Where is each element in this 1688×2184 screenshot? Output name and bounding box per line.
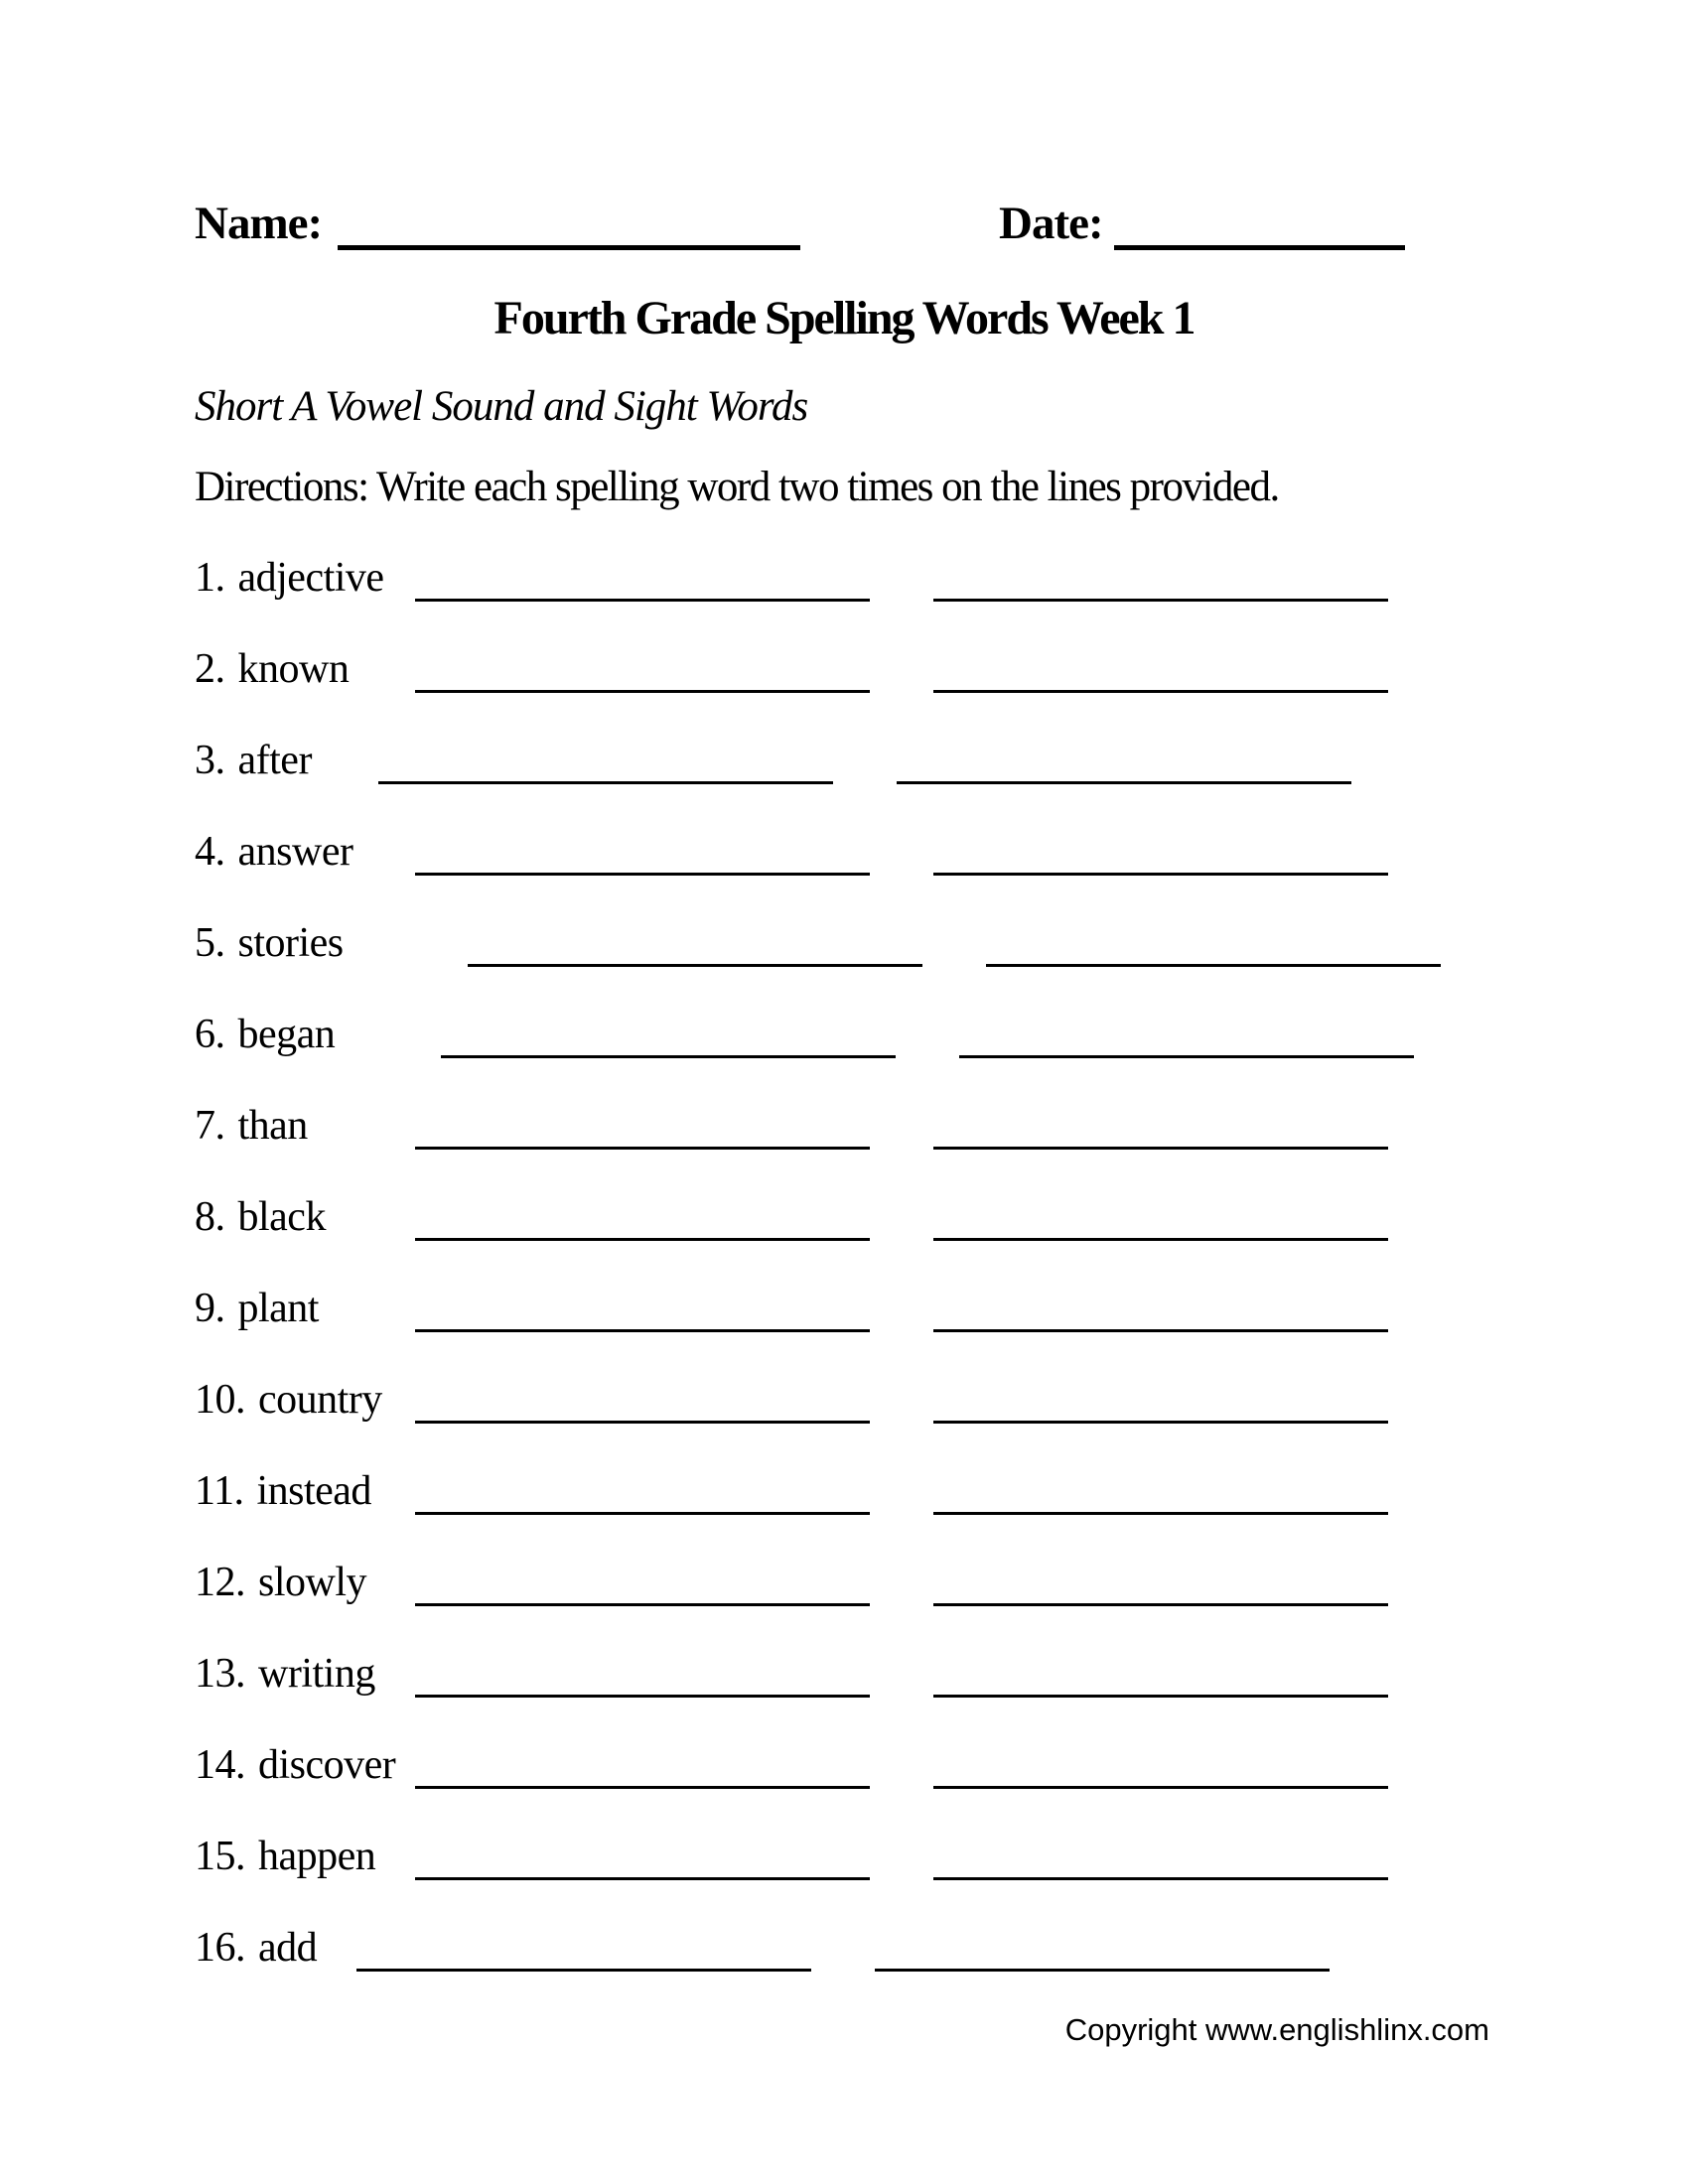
- practice-line-2: [933, 558, 1388, 602]
- practice-line-1: [441, 1015, 896, 1058]
- word-number: 6.: [195, 1012, 225, 1057]
- spelling-word: instead: [256, 1468, 371, 1514]
- word-label: [195, 554, 384, 602]
- spelling-word: plant: [237, 1286, 319, 1331]
- word-label: [195, 919, 344, 967]
- word-label: [195, 1467, 371, 1515]
- directions-text: Directions: Write each spelling word two times on the lines provided.: [195, 464, 1279, 510]
- word-row: [195, 1644, 1466, 1735]
- practice-line-2: [933, 832, 1388, 876]
- spelling-word: slowly: [258, 1560, 367, 1605]
- spelling-word: adjective: [237, 555, 384, 601]
- word-label: [195, 1833, 375, 1880]
- word-number: 2.: [195, 646, 225, 692]
- practice-line-2: [933, 1563, 1388, 1606]
- practice-line-2: [933, 649, 1388, 693]
- word-label: [195, 1559, 366, 1606]
- spelling-word-list: [195, 548, 1466, 2009]
- word-number: 14.: [195, 1742, 245, 1788]
- practice-line-1: [468, 923, 922, 967]
- word-label: [195, 1741, 395, 1789]
- practice-line-1: [415, 1289, 870, 1332]
- practice-line-1: [415, 1197, 870, 1241]
- word-number: 15.: [195, 1834, 245, 1879]
- practice-line-2: [933, 1197, 1388, 1241]
- practice-line-1: [415, 832, 870, 876]
- word-number: 3.: [195, 738, 225, 783]
- word-label: [195, 1285, 319, 1332]
- word-label: [195, 645, 349, 693]
- practice-line-1: [415, 1380, 870, 1424]
- copyright-text: Copyright www.englishlinx.com: [1064, 2012, 1489, 2047]
- page-title: Fourth Grade Spelling Words Week 1: [493, 292, 1195, 344]
- date-label: Date:: [999, 198, 1103, 249]
- word-row: [195, 639, 1466, 731]
- spelling-word: stories: [237, 920, 344, 966]
- word-number: 4.: [195, 829, 225, 875]
- spelling-word: began: [237, 1012, 336, 1057]
- practice-line-1: [378, 741, 833, 784]
- spelling-word: black: [237, 1194, 326, 1240]
- word-row: [195, 1827, 1466, 1918]
- word-label: [195, 1650, 375, 1698]
- practice-line-1: [415, 1745, 870, 1789]
- date-write-line: [1114, 205, 1405, 250]
- word-row: [195, 1096, 1466, 1187]
- practice-line-2: [986, 923, 1441, 967]
- practice-line-2: [933, 1289, 1388, 1332]
- spelling-word: happen: [258, 1834, 376, 1879]
- practice-line-2: [933, 1654, 1388, 1698]
- word-row: [195, 548, 1466, 639]
- word-number: 5.: [195, 920, 225, 966]
- spelling-word: answer: [237, 829, 353, 875]
- practice-line-2: [933, 1745, 1388, 1789]
- spelling-word: known: [237, 646, 350, 692]
- word-row: [195, 1735, 1466, 1827]
- practice-line-2: [897, 741, 1351, 784]
- word-label: [195, 1011, 335, 1058]
- practice-line-1: [415, 649, 870, 693]
- practice-line-1: [415, 558, 870, 602]
- spelling-word: after: [237, 738, 312, 783]
- practice-line-1: [415, 1106, 870, 1150]
- practice-line-1: [415, 1563, 870, 1606]
- lesson-subtitle: Short A Vowel Sound and Sight Words: [195, 383, 808, 430]
- practice-line-1: [415, 1654, 870, 1698]
- word-label: [195, 1193, 326, 1241]
- name-write-line: [338, 205, 800, 250]
- word-row: [195, 1279, 1466, 1370]
- word-label: [195, 1924, 317, 1972]
- word-row: [195, 1187, 1466, 1279]
- word-number: 13.: [195, 1651, 245, 1697]
- spelling-word: country: [258, 1377, 382, 1423]
- word-number: 8.: [195, 1194, 225, 1240]
- word-number: 7.: [195, 1103, 225, 1149]
- word-row: [195, 913, 1466, 1005]
- word-label: [195, 1102, 308, 1150]
- spelling-word: add: [258, 1925, 318, 1971]
- practice-line-1: [415, 1837, 870, 1880]
- spelling-word: discover: [258, 1742, 396, 1788]
- word-label: [195, 737, 312, 784]
- name-label: Name:: [195, 198, 323, 249]
- spelling-word: writing: [258, 1651, 375, 1697]
- practice-line-2: [875, 1928, 1330, 1972]
- spelling-word: than: [237, 1103, 308, 1149]
- word-number: 12.: [195, 1560, 245, 1605]
- practice-line-2: [933, 1837, 1388, 1880]
- practice-line-2: [933, 1380, 1388, 1424]
- word-row: [195, 1553, 1466, 1644]
- word-number: 11.: [195, 1468, 244, 1514]
- practice-line-2: [933, 1106, 1388, 1150]
- word-row: [195, 822, 1466, 913]
- word-row: [195, 1461, 1466, 1553]
- practice-line-1: [415, 1471, 870, 1515]
- word-row: [195, 731, 1466, 822]
- word-row: [195, 1005, 1466, 1096]
- word-number: 16.: [195, 1925, 245, 1971]
- practice-line-2: [933, 1471, 1388, 1515]
- practice-line-2: [959, 1015, 1414, 1058]
- word-number: 9.: [195, 1286, 225, 1331]
- word-row: [195, 1370, 1466, 1461]
- word-number: 1.: [195, 555, 225, 601]
- word-number: 10.: [195, 1377, 245, 1423]
- word-label: [195, 828, 352, 876]
- word-label: [195, 1376, 382, 1424]
- word-row: [195, 1918, 1466, 2009]
- practice-line-1: [356, 1928, 811, 1972]
